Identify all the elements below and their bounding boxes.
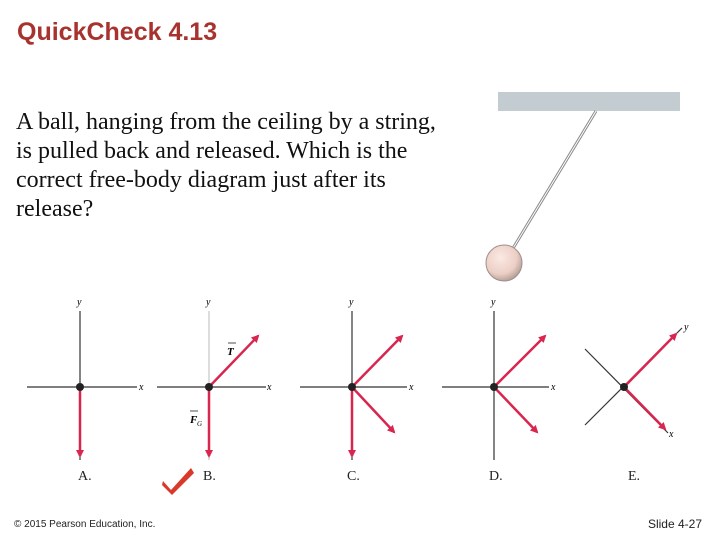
pendulum-illustration bbox=[486, 92, 680, 281]
origin-dot bbox=[348, 383, 356, 391]
x-axis-label: x bbox=[267, 382, 272, 393]
choice-e-label[interactable]: E. bbox=[628, 469, 641, 484]
ceiling bbox=[498, 92, 680, 111]
ball bbox=[486, 245, 522, 281]
choice-b-label[interactable]: B. bbox=[203, 469, 216, 484]
question-text: A ball, hanging from the ceiling by a string, is pulled back and released. Which is the correct free-body diagram just after its release? bbox=[16, 109, 436, 222]
origin-dot bbox=[490, 383, 498, 391]
copyright-text: © 2015 Pearson Education, Inc. bbox=[14, 519, 156, 530]
tension-arrow bbox=[494, 336, 545, 387]
y-axis-label: y bbox=[491, 297, 496, 308]
slide-number: Slide 4-27 bbox=[647, 517, 702, 531]
choice-d-label[interactable]: D. bbox=[489, 469, 503, 484]
tension-label: T bbox=[227, 346, 234, 358]
x-axis-label: x bbox=[409, 382, 414, 393]
diagonal-arrow bbox=[494, 387, 537, 432]
tension-arrow bbox=[352, 336, 402, 387]
diagonal-arrow bbox=[352, 387, 394, 432]
diagram-d bbox=[442, 297, 556, 460]
choice-a-label[interactable]: A. bbox=[78, 469, 92, 484]
checkmark-icon bbox=[162, 468, 194, 495]
slide-title: QuickCheck 4.13 bbox=[17, 18, 218, 46]
origin-dot bbox=[620, 383, 628, 391]
diagram-a bbox=[27, 297, 144, 460]
y-axis-label: y bbox=[77, 297, 82, 308]
gravity-subscript: G bbox=[197, 420, 203, 428]
x-axis-label: x bbox=[139, 382, 144, 393]
tension-arrow bbox=[624, 334, 676, 387]
origin-dot bbox=[76, 383, 84, 391]
origin-dot bbox=[205, 383, 213, 391]
choice-c-label[interactable]: C. bbox=[347, 469, 360, 484]
diagram-e bbox=[585, 322, 689, 440]
y-axis-label: y bbox=[206, 297, 211, 308]
tension-arrow bbox=[209, 336, 258, 387]
diagram-b bbox=[157, 297, 272, 460]
x-axis-label: x bbox=[551, 382, 556, 393]
y-axis-label: y bbox=[349, 297, 354, 308]
gravity-label: F bbox=[190, 414, 198, 426]
diagonal-arrow bbox=[624, 387, 665, 429]
diagram-c bbox=[300, 297, 414, 460]
x-axis-label: x bbox=[669, 429, 674, 440]
y-axis-label: y bbox=[684, 322, 689, 333]
